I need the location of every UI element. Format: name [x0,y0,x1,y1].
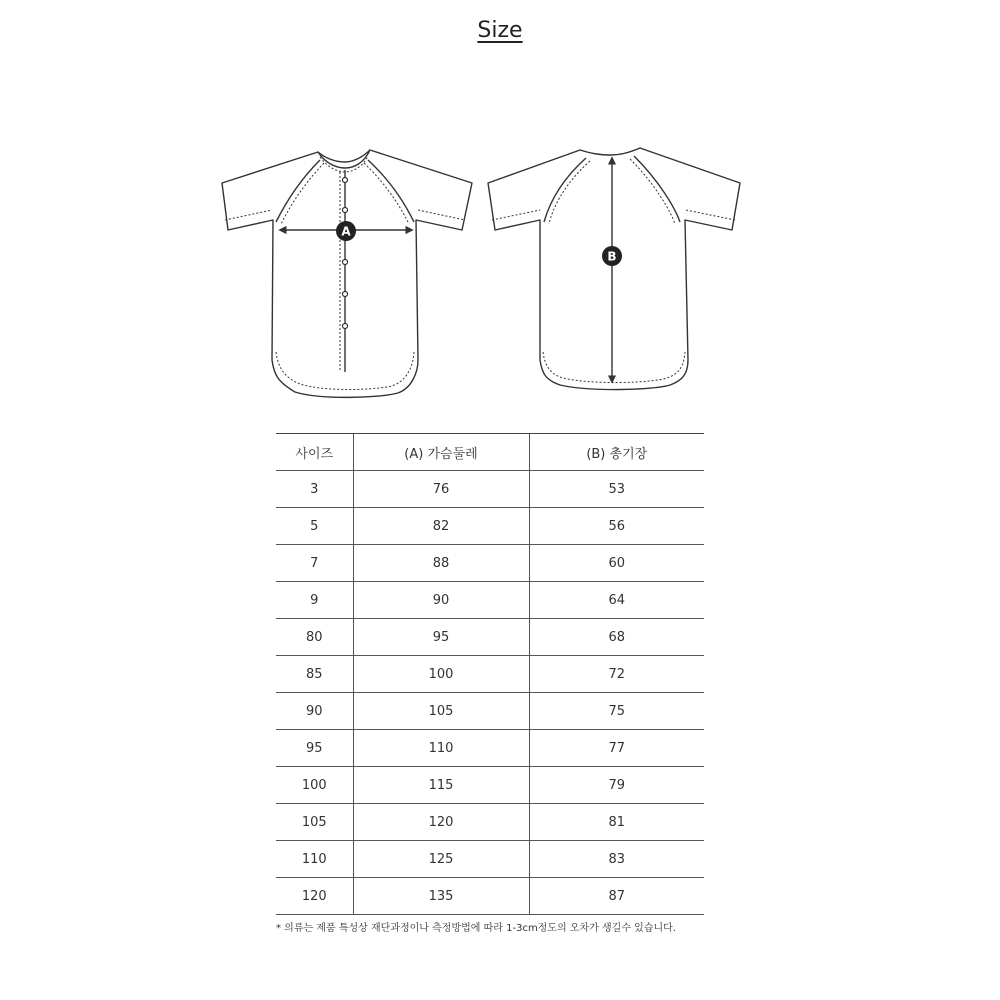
cell-length: 79 [529,767,704,804]
header-chest: (A) 가슴둘레 [353,434,529,471]
table-row [276,508,704,545]
cell-chest: 105 [353,693,529,730]
cell-size: 3 [276,471,353,508]
table-row [276,878,704,915]
marker-b-label: B [607,249,617,264]
cell-size: 105 [276,804,353,841]
cell-length: 81 [529,804,704,841]
cell-chest: 110 [353,730,529,767]
cell-chest: 100 [353,656,529,693]
cell-size: 90 [276,693,353,730]
cell-chest: 95 [353,619,529,656]
cell-chest: 120 [353,804,529,841]
table-row [276,582,704,619]
cell-chest: 115 [353,767,529,804]
table-header-row [276,434,704,471]
cell-chest: 125 [353,841,529,878]
header-size: 사이즈 [276,434,353,471]
cell-size: 80 [276,619,353,656]
front-shirt-drawing [222,150,472,397]
cell-length: 56 [529,508,704,545]
size-diagram [0,0,1000,420]
cell-length: 64 [529,582,704,619]
cell-chest: 76 [353,471,529,508]
table-row [276,656,704,693]
cell-chest: 135 [353,878,529,915]
table-row [276,804,704,841]
cell-size: 120 [276,878,353,915]
table-row [276,545,704,582]
page-title: Size [477,18,523,43]
cell-length: 68 [529,619,704,656]
cell-chest: 82 [353,508,529,545]
cell-size: 110 [276,841,353,878]
cell-size: 7 [276,545,353,582]
cell-length: 77 [529,730,704,767]
table-row [276,471,704,508]
cell-length: 53 [529,471,704,508]
table-row [276,841,704,878]
table-row [276,693,704,730]
cell-length: 83 [529,841,704,878]
cell-size: 95 [276,730,353,767]
cell-size: 5 [276,508,353,545]
table-row [276,619,704,656]
cell-size: 9 [276,582,353,619]
cell-chest: 90 [353,582,529,619]
cell-chest: 88 [353,545,529,582]
back-shirt-drawing [488,148,740,390]
marker-a-label: A [341,224,351,239]
cell-size: 100 [276,767,353,804]
cell-length: 75 [529,693,704,730]
cell-length: 72 [529,656,704,693]
header-length: (B) 총기장 [529,434,704,471]
measurement-note: * 의류는 제품 특성상 재단과정이나 측정방법에 따라 1-3cm정도의 오차가 생길수 있습니다. [276,923,676,934]
size-table [276,433,704,915]
cell-length: 87 [529,878,704,915]
cell-size: 85 [276,656,353,693]
table-row [276,730,704,767]
table-row [276,767,704,804]
cell-length: 60 [529,545,704,582]
